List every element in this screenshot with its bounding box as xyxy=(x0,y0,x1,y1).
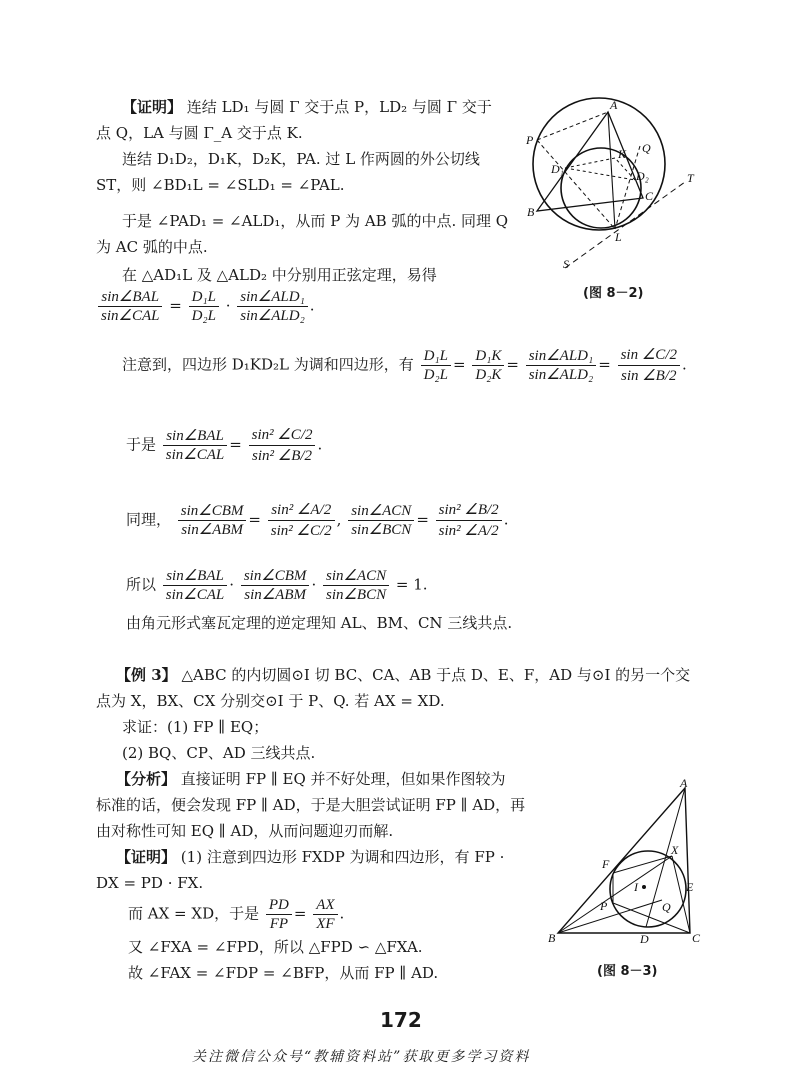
fig2-label-f: F xyxy=(602,857,610,871)
fig1-label-t: T xyxy=(687,171,694,185)
fig1-label-s: S xyxy=(563,257,569,271)
fig1-label-q: Q xyxy=(642,141,651,155)
fig1-label-l: L xyxy=(615,230,622,244)
fig1-label-k: K xyxy=(618,147,627,161)
fig1-label-a: A xyxy=(610,98,618,112)
equation-2-line: 注意到，四边形 D₁KD₂L 为调和四边形，有 $\frac{\text{D₁L}}{\text{D₂L}}$ = $\frac{\text{D₁K}}{\text{D₂K}}$ = $\frac{\text{sin∠ALD₁}}{\text{sin∠ALD₂}}$ = $\frac{\sin \angle C/2}{\sin \angle B/2}$ . xyxy=(122,347,687,384)
proof-1-line-5: 于是 ∠PAD₁ = ∠ALD₁，从而 P 为 AB 弧的中点. 同理 Q xyxy=(122,212,509,230)
page-number: 172 xyxy=(380,1008,422,1032)
figure-8-2-caption: (图 8－2) xyxy=(583,286,644,301)
example-3-line-1: 【例 3】 △ABC 的内切圆⊙I 切 BC、CA、AB 于点 D、E、F，AD 与⊙I 的另一个交 xyxy=(116,666,691,684)
proof-1-conclusion: 由角元形式塞瓦定理的逆定理知 AL、BM、CN 三线共点. xyxy=(126,614,513,632)
equation-4-line: 同理， $\frac{\text{sin∠CBM}}{\text{sin∠ABM}}$ = $\frac{\text{sin² ∠A/2}}{\text{sin² ∠C/2}}$ , $\frac{\text{sin∠ACN}}{\text{sin∠BCN}}$ = $\frac{\text{sin² ∠B/2}}{\text{sin² ∠A/2}}$ . xyxy=(126,502,509,539)
example-3-line-3: 求证：(1) FP ∥ EQ； xyxy=(122,718,269,736)
proof-1-line-6: 为 AC 弧的中点. xyxy=(96,238,208,256)
example-label: 【例 3】 xyxy=(116,666,177,684)
proof-2-line-2: DX = PD · FX. xyxy=(96,874,204,892)
equation-3-line: 于是 $\frac{\text{sin∠BAL}}{\text{sin∠CAL}}$ = $\frac{\text{sin² ∠C/2}}{\text{sin² ∠B/2}}$ . xyxy=(126,427,323,464)
fig1-label-p: P xyxy=(526,133,534,147)
proof-2-line-1: 【证明】 (1) 注意到四边形 FXDP 为调和四边形，有 FP · xyxy=(116,848,505,866)
fig2-label-a: A xyxy=(680,778,688,790)
fig2-label-d: D xyxy=(640,932,649,946)
footer-note: 关注微信公众号“教辅资料站”获取更多学习资料 xyxy=(192,1049,531,1065)
fig2-label-b: B xyxy=(548,931,556,945)
analysis-label: 【分析】 xyxy=(116,770,177,788)
fig2-label-e: E xyxy=(686,880,694,894)
proof-1-line-2: 点 Q，LA 与圆 Γ_A 交于点 K. xyxy=(96,124,303,142)
fig1-label-d2: D₂ xyxy=(636,169,649,183)
example-3-line-4: (2) BQ、CP、AD 三线共点. xyxy=(122,744,316,762)
equation-1: $\frac{\text{sin∠BAL}}{\text{sin∠CAL}}$ = $\frac{\text{D₁L}}{\text{D₂L}}$ · $\frac{\text{sin∠ALD₁}}{\text{sin∠ALD₂}}$ . xyxy=(96,288,315,325)
fig2-label-i: I xyxy=(634,880,638,894)
fig1-label-c: C xyxy=(645,189,654,203)
fig2-label-p: P xyxy=(600,899,608,913)
proof-2-equation: 而 AX = XD，于是 $\frac{PD}{FP}$ = $\frac{AX}{XF}$ . xyxy=(128,897,345,932)
proof-1-line-3: 连结 D₁D₂，D₁K，D₂K，PA. 过 L 作两圆的外公切线 xyxy=(122,150,480,168)
fig2-label-q: Q xyxy=(662,900,671,914)
figure-8-3 xyxy=(540,778,715,948)
proof-label: 【证明】 xyxy=(122,98,183,116)
proof-2-line-5: 故 ∠FAX = ∠FDP = ∠BFP，从而 FP ∥ AD. xyxy=(128,964,439,982)
proof-1-line-4: ST，则 ∠BD₁L = ∠SLD₁ = ∠PAL. xyxy=(96,176,345,194)
proof-label-2: 【证明】 xyxy=(116,848,177,866)
analysis-line-3: 由对称性可知 EQ ∥ AD，从而问题迎刃而解. xyxy=(96,822,394,840)
equation-5-line: 所以 $\frac{\text{sin∠BAL}}{\text{sin∠CAL}}$ · $\frac{\text{sin∠CBM}}{\text{sin∠ABM}}$ · $\frac{\text{sin∠ACN}}{\text{sin∠BCN}}$ = 1. xyxy=(126,568,428,603)
analysis-line-1: 【分析】 直接证明 FP ∥ EQ 并不好处理，但如果作图较为 xyxy=(116,770,506,788)
fig2-label-x: X xyxy=(671,843,679,857)
figure-8-2 xyxy=(515,96,715,271)
analysis-line-2: 标准的话，便会发现 FP ∥ AD，于是大胆尝试证明 FP ∥ AD，再 xyxy=(96,796,526,814)
fig2-label-c: C xyxy=(692,931,701,945)
fig1-label-d1: D₁ xyxy=(551,162,564,176)
proof-2-line-4: 又 ∠FXA = ∠FPD，所以 △FPD ∽ △FXA. xyxy=(128,938,423,956)
fig1-label-b: B xyxy=(527,205,535,219)
proof-1-line-7: 在 △AD₁L 及 △ALD₂ 中分别用正弦定理，易得 xyxy=(122,266,437,284)
proof-1-line-1: 【证明】 连结 LD₁ 与圆 Γ 交于点 P，LD₂ 与圆 Γ 交于 xyxy=(122,98,492,116)
figure-8-3-caption: (图 8－3) xyxy=(597,964,658,979)
example-3-line-2: 点为 X，BX、CX 分别交⊙I 于 P、Q. 若 AX = XD. xyxy=(96,692,445,710)
